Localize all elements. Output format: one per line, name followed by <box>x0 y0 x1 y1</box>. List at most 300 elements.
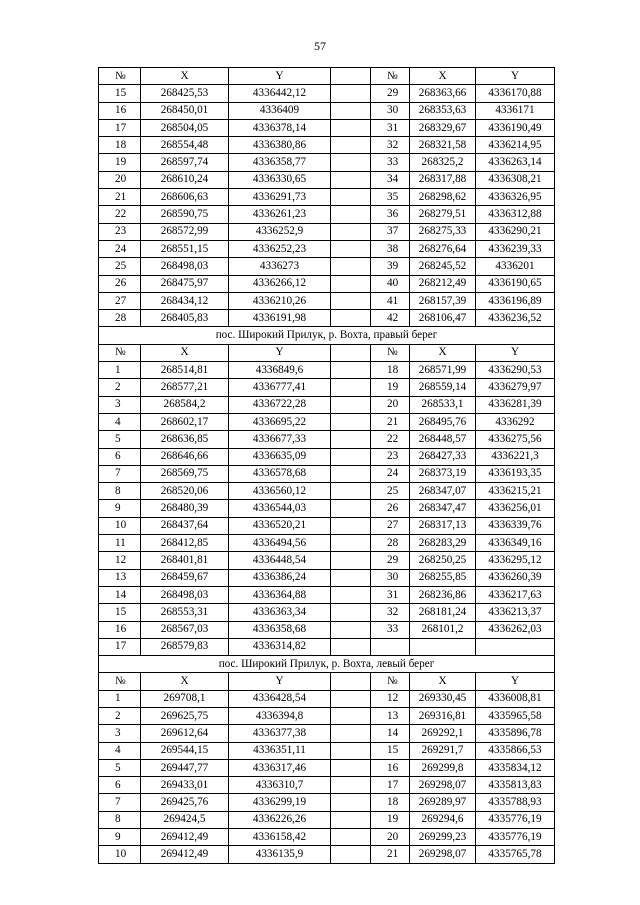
table-row <box>99 483 555 500</box>
table-row <box>99 362 555 379</box>
x-coordinate-cell: 269708,1 <box>141 690 229 707</box>
x-coordinate-cell: 268559,14 <box>410 379 476 396</box>
x-coordinate-cell: 268317,88 <box>410 171 476 188</box>
column-gap <box>331 535 371 552</box>
point-number-cell: 4 <box>99 742 141 759</box>
y-coordinate-cell: 4335788,93 <box>476 794 555 811</box>
table-row <box>99 189 555 206</box>
table-row <box>99 846 555 863</box>
y-coordinate-cell: Y <box>229 673 331 690</box>
column-gap <box>331 777 371 794</box>
point-number-cell: 19 <box>371 379 410 396</box>
y-coordinate-cell: 4336252,23 <box>229 240 331 257</box>
y-coordinate-cell: 4336292 <box>476 413 555 430</box>
section-title: пос. Широкий Прилук, р. Вохта, правый берег <box>99 327 555 344</box>
x-coordinate-cell: 268590,75 <box>141 206 229 223</box>
x-coordinate-cell: 268427,33 <box>410 448 476 465</box>
y-coordinate-cell: 4336386,24 <box>229 569 331 586</box>
column-gap <box>331 85 371 102</box>
point-number-cell: 13 <box>99 569 141 586</box>
x-coordinate-cell: 268584,2 <box>141 396 229 413</box>
x-coordinate-cell: 268533,1 <box>410 396 476 413</box>
point-number-cell: 10 <box>99 846 141 863</box>
x-coordinate-cell: 268181,24 <box>410 604 476 621</box>
point-number-cell: 3 <box>99 725 141 742</box>
y-coordinate-cell: 4336330,65 <box>229 171 331 188</box>
point-number-cell: № <box>99 673 141 690</box>
x-coordinate-cell: 268317,13 <box>410 517 476 534</box>
point-number-cell: 32 <box>371 137 410 154</box>
point-number-cell: 16 <box>99 102 141 119</box>
x-coordinate-cell: 268597,74 <box>141 154 229 171</box>
point-number-cell: 14 <box>99 586 141 603</box>
column-gap <box>331 137 371 154</box>
point-number-cell: 5 <box>99 431 141 448</box>
y-coordinate-cell: 4336849,6 <box>229 362 331 379</box>
point-number-cell: 28 <box>371 535 410 552</box>
point-number-cell: 34 <box>371 171 410 188</box>
point-number-cell: 33 <box>371 154 410 171</box>
x-coordinate-cell: 268498,03 <box>141 586 229 603</box>
column-gap <box>331 310 371 327</box>
x-coordinate-cell: 268405,83 <box>141 310 229 327</box>
y-coordinate-cell: 4335813,83 <box>476 777 555 794</box>
point-number-cell: 26 <box>99 275 141 292</box>
table-row <box>99 604 555 621</box>
column-gap <box>331 223 371 240</box>
y-coordinate-cell: 4336281,39 <box>476 396 555 413</box>
point-number-cell: № <box>99 344 141 361</box>
column-gap <box>331 396 371 413</box>
table-row <box>99 517 555 534</box>
table-row <box>99 794 555 811</box>
point-number-cell: 21 <box>371 413 410 430</box>
column-gap <box>331 413 371 430</box>
x-coordinate-cell: X <box>141 344 229 361</box>
x-coordinate-cell: 268520,06 <box>141 483 229 500</box>
y-coordinate-cell: Y <box>476 344 555 361</box>
x-coordinate-cell: 268480,39 <box>141 500 229 517</box>
table-row <box>99 154 555 171</box>
point-number-cell: № <box>371 68 410 85</box>
y-coordinate-cell: 4336263,14 <box>476 154 555 171</box>
point-number-cell: 31 <box>371 119 410 136</box>
point-number-cell: 14 <box>371 725 410 742</box>
y-coordinate-cell: Y <box>229 68 331 85</box>
point-number-cell: 30 <box>371 102 410 119</box>
y-coordinate-cell: 4336494,56 <box>229 535 331 552</box>
y-coordinate-cell: 4336312,88 <box>476 206 555 223</box>
y-coordinate-cell: 4336409 <box>229 102 331 119</box>
point-number-cell: 7 <box>99 794 141 811</box>
x-coordinate-cell: 268245,52 <box>410 258 476 275</box>
column-gap <box>331 102 371 119</box>
x-coordinate-cell: X <box>141 68 229 85</box>
x-coordinate-cell: 269291,7 <box>410 742 476 759</box>
point-number-cell <box>371 638 410 655</box>
x-coordinate-cell: 268363,66 <box>410 85 476 102</box>
column-gap <box>331 517 371 534</box>
column-gap <box>331 119 371 136</box>
point-number-cell: 19 <box>99 154 141 171</box>
column-gap <box>331 258 371 275</box>
point-number-cell: 4 <box>99 413 141 430</box>
y-coordinate-cell: 4336326,95 <box>476 189 555 206</box>
x-coordinate-cell: 269424,5 <box>141 811 229 828</box>
point-number-cell: 2 <box>99 707 141 724</box>
point-number-cell: 29 <box>371 85 410 102</box>
x-coordinate-cell: 268412,85 <box>141 535 229 552</box>
x-coordinate-cell: 269292,1 <box>410 725 476 742</box>
y-coordinate-cell: 4336210,26 <box>229 292 331 309</box>
point-number-cell: 38 <box>371 240 410 257</box>
point-number-cell: 17 <box>99 119 141 136</box>
x-coordinate-cell: 269330,45 <box>410 690 476 707</box>
y-coordinate-cell: 4336262,03 <box>476 621 555 638</box>
table-row <box>99 119 555 136</box>
y-coordinate-cell: 4335776,19 <box>476 811 555 828</box>
table-row <box>99 292 555 309</box>
point-number-cell: 1 <box>99 362 141 379</box>
x-coordinate-cell: 268495,76 <box>410 413 476 430</box>
x-coordinate-cell: 268106,47 <box>410 310 476 327</box>
x-coordinate-cell: 268255,85 <box>410 569 476 586</box>
x-coordinate-cell: 268504,05 <box>141 119 229 136</box>
x-coordinate-cell: 268572,99 <box>141 223 229 240</box>
y-coordinate-cell: 4336201 <box>476 258 555 275</box>
x-coordinate-cell: 268321,58 <box>410 137 476 154</box>
x-coordinate-cell: 268450,01 <box>141 102 229 119</box>
point-number-cell: 22 <box>371 431 410 448</box>
point-number-cell: 20 <box>99 171 141 188</box>
table-row <box>99 85 555 102</box>
y-coordinate-cell: 4336190,49 <box>476 119 555 136</box>
y-coordinate-cell: 4336291,73 <box>229 189 331 206</box>
y-coordinate-cell: 4335896,78 <box>476 725 555 742</box>
x-coordinate-cell: 269299,8 <box>410 759 476 776</box>
y-coordinate-cell: 4336722,28 <box>229 396 331 413</box>
point-number-cell: 41 <box>371 292 410 309</box>
column-gap <box>331 500 371 517</box>
y-coordinate-cell: 4336170,88 <box>476 85 555 102</box>
y-coordinate-cell: 4336448,54 <box>229 552 331 569</box>
table-row <box>99 275 555 292</box>
point-number-cell: 6 <box>99 777 141 794</box>
column-gap <box>331 431 371 448</box>
column-gap <box>331 379 371 396</box>
y-coordinate-cell: 4336358,77 <box>229 154 331 171</box>
table-row <box>99 586 555 603</box>
y-coordinate-cell: 4336256,01 <box>476 500 555 517</box>
point-number-cell: 18 <box>371 794 410 811</box>
y-coordinate-cell: Y <box>229 344 331 361</box>
y-coordinate-cell: 4335965,58 <box>476 707 555 724</box>
y-coordinate-cell: 4336380,86 <box>229 137 331 154</box>
y-coordinate-cell: 4336171 <box>476 102 555 119</box>
y-coordinate-cell: 4335866,53 <box>476 742 555 759</box>
point-number-cell: 3 <box>99 396 141 413</box>
x-coordinate-cell: 268606,63 <box>141 189 229 206</box>
table-header-row <box>99 68 555 85</box>
x-coordinate-cell: 268498,03 <box>141 258 229 275</box>
y-coordinate-cell: 4336221,3 <box>476 448 555 465</box>
column-gap <box>331 483 371 500</box>
y-coordinate-cell: 4336635,09 <box>229 448 331 465</box>
table-row <box>99 690 555 707</box>
column-gap <box>331 621 371 638</box>
x-coordinate-cell: 268212,49 <box>410 275 476 292</box>
y-coordinate-cell: 4336314,82 <box>229 638 331 655</box>
column-gap <box>331 154 371 171</box>
point-number-cell: 26 <box>371 500 410 517</box>
y-coordinate-cell: 4336008,81 <box>476 690 555 707</box>
point-number-cell: 13 <box>371 707 410 724</box>
x-coordinate-cell: 269316,81 <box>410 707 476 724</box>
point-number-cell: 16 <box>371 759 410 776</box>
point-number-cell: 18 <box>99 137 141 154</box>
table-row <box>99 569 555 586</box>
column-gap <box>331 829 371 846</box>
column-gap <box>331 742 371 759</box>
table-row <box>99 552 555 569</box>
y-coordinate-cell: 4336215,21 <box>476 483 555 500</box>
x-coordinate-cell: 269289,97 <box>410 794 476 811</box>
x-coordinate-cell: 268157,39 <box>410 292 476 309</box>
x-coordinate-cell: 268329,67 <box>410 119 476 136</box>
y-coordinate-cell: 4336214,95 <box>476 137 555 154</box>
column-gap <box>331 362 371 379</box>
point-number-cell: 15 <box>99 604 141 621</box>
y-coordinate-cell: 4336275,56 <box>476 431 555 448</box>
column-gap <box>331 448 371 465</box>
point-number-cell: № <box>371 344 410 361</box>
table-row <box>99 725 555 742</box>
column-gap <box>331 569 371 586</box>
x-coordinate-cell: 268298,62 <box>410 189 476 206</box>
y-coordinate-cell: 4336363,34 <box>229 604 331 621</box>
y-coordinate-cell: 4336260,39 <box>476 569 555 586</box>
x-coordinate-cell: 269447,77 <box>141 759 229 776</box>
table-header-row <box>99 344 555 361</box>
table-row <box>99 310 555 327</box>
column-gap <box>331 189 371 206</box>
x-coordinate-cell: 268610,24 <box>141 171 229 188</box>
x-coordinate-cell: 269294,6 <box>410 811 476 828</box>
table-row <box>99 258 555 275</box>
y-coordinate-cell: 4336364,88 <box>229 586 331 603</box>
point-number-cell: 19 <box>371 811 410 828</box>
point-number-cell: 24 <box>371 465 410 482</box>
y-coordinate-cell: 4336520,21 <box>229 517 331 534</box>
y-coordinate-cell: 4336695,22 <box>229 413 331 430</box>
x-coordinate-cell: X <box>141 673 229 690</box>
point-number-cell: 12 <box>371 690 410 707</box>
x-coordinate-cell: X <box>410 344 476 361</box>
point-number-cell: 35 <box>371 189 410 206</box>
x-coordinate-cell: 269299,23 <box>410 829 476 846</box>
x-coordinate-cell <box>410 638 476 655</box>
page-number: 57 <box>314 39 326 53</box>
point-number-cell: 30 <box>371 569 410 586</box>
x-coordinate-cell: 269544,15 <box>141 742 229 759</box>
y-coordinate-cell: 4336378,14 <box>229 119 331 136</box>
column-gap <box>331 586 371 603</box>
x-coordinate-cell: 269433,01 <box>141 777 229 794</box>
y-coordinate-cell: 4336191,98 <box>229 310 331 327</box>
table-row <box>99 811 555 828</box>
point-number-cell: 2 <box>99 379 141 396</box>
point-number-cell: 42 <box>371 310 410 327</box>
column-gap <box>331 846 371 863</box>
point-number-cell: 6 <box>99 448 141 465</box>
table-row <box>99 777 555 794</box>
x-coordinate-cell: 269298,07 <box>410 846 476 863</box>
column-gap <box>331 690 371 707</box>
y-coordinate-cell: 4336135,9 <box>229 846 331 863</box>
point-number-cell: 20 <box>371 829 410 846</box>
y-coordinate-cell: 4336193,35 <box>476 465 555 482</box>
y-coordinate-cell: 4336266,12 <box>229 275 331 292</box>
column-gap <box>331 725 371 742</box>
x-coordinate-cell: 268602,17 <box>141 413 229 430</box>
point-number-cell: 7 <box>99 465 141 482</box>
point-number-cell: 31 <box>371 586 410 603</box>
table-row <box>99 413 555 430</box>
point-number-cell: 5 <box>99 759 141 776</box>
column-gap <box>331 759 371 776</box>
point-number-cell: 1 <box>99 690 141 707</box>
x-coordinate-cell: 268579,83 <box>141 638 229 655</box>
x-coordinate-cell: 268636,85 <box>141 431 229 448</box>
x-coordinate-cell: X <box>410 673 476 690</box>
point-number-cell: 11 <box>99 535 141 552</box>
y-coordinate-cell: 4336226,26 <box>229 811 331 828</box>
table-row <box>99 102 555 119</box>
y-coordinate-cell: Y <box>476 673 555 690</box>
x-coordinate-cell: 268475,97 <box>141 275 229 292</box>
x-coordinate-cell: 268554,48 <box>141 137 229 154</box>
y-coordinate-cell: 4336351,11 <box>229 742 331 759</box>
column-gap <box>331 68 371 85</box>
point-number-cell: 32 <box>371 604 410 621</box>
point-number-cell: № <box>99 68 141 85</box>
point-number-cell: 36 <box>371 206 410 223</box>
table-row <box>99 535 555 552</box>
section-title-row <box>99 327 555 344</box>
point-number-cell: 22 <box>99 206 141 223</box>
x-coordinate-cell: 268353,63 <box>410 102 476 119</box>
x-coordinate-cell: 268276,64 <box>410 240 476 257</box>
point-number-cell: 17 <box>99 638 141 655</box>
table-row <box>99 638 555 655</box>
x-coordinate-cell: 269412,49 <box>141 829 229 846</box>
table-row <box>99 431 555 448</box>
table-row <box>99 396 555 413</box>
point-number-cell: 23 <box>99 223 141 240</box>
y-coordinate-cell: 4336261,23 <box>229 206 331 223</box>
y-coordinate-cell: 4336217,63 <box>476 586 555 603</box>
point-number-cell: 8 <box>99 483 141 500</box>
y-coordinate-cell: 4336308,21 <box>476 171 555 188</box>
x-coordinate-cell: 268236,86 <box>410 586 476 603</box>
column-gap <box>331 707 371 724</box>
x-coordinate-cell: X <box>410 68 476 85</box>
y-coordinate-cell: 4336544,03 <box>229 500 331 517</box>
y-coordinate-cell: 4336349,16 <box>476 535 555 552</box>
column-gap <box>331 240 371 257</box>
point-number-cell: 21 <box>99 189 141 206</box>
point-number-cell: 37 <box>371 223 410 240</box>
y-coordinate-cell: 4336358,68 <box>229 621 331 638</box>
y-coordinate-cell: 4336777,41 <box>229 379 331 396</box>
point-number-cell: 17 <box>371 777 410 794</box>
table-row <box>99 465 555 482</box>
y-coordinate-cell: 4335834,12 <box>476 759 555 776</box>
point-number-cell: 24 <box>99 240 141 257</box>
x-coordinate-cell: 269425,76 <box>141 794 229 811</box>
table-row <box>99 448 555 465</box>
y-coordinate-cell: 4336158,42 <box>229 829 331 846</box>
section-title: пос. Широкий Прилук, р. Вохта, левый берег <box>99 656 555 673</box>
y-coordinate-cell: 4336290,21 <box>476 223 555 240</box>
y-coordinate-cell: 4336252,9 <box>229 223 331 240</box>
point-number-cell: 29 <box>371 552 410 569</box>
point-number-cell: 12 <box>99 552 141 569</box>
point-number-cell: 27 <box>99 292 141 309</box>
y-coordinate-cell: 4336273 <box>229 258 331 275</box>
point-number-cell: 27 <box>371 517 410 534</box>
x-coordinate-cell: 268514,81 <box>141 362 229 379</box>
point-number-cell: 33 <box>371 621 410 638</box>
x-coordinate-cell: 268401,81 <box>141 552 229 569</box>
table-row <box>99 829 555 846</box>
column-gap <box>331 811 371 828</box>
y-coordinate-cell: 4336339,76 <box>476 517 555 534</box>
y-coordinate-cell: 4336578,68 <box>229 465 331 482</box>
table-row <box>99 500 555 517</box>
x-coordinate-cell: 268279,51 <box>410 206 476 223</box>
column-gap <box>331 552 371 569</box>
x-coordinate-cell: 268425,53 <box>141 85 229 102</box>
point-number-cell: 28 <box>99 310 141 327</box>
y-coordinate-cell: 4336190,65 <box>476 275 555 292</box>
y-coordinate-cell: 4335765,78 <box>476 846 555 863</box>
table-row <box>99 621 555 638</box>
x-coordinate-cell: 268567,03 <box>141 621 229 638</box>
column-gap <box>331 206 371 223</box>
y-coordinate-cell: 4336560,12 <box>229 483 331 500</box>
x-coordinate-cell: 268577,21 <box>141 379 229 396</box>
point-number-cell: 16 <box>99 621 141 638</box>
point-number-cell: 15 <box>99 85 141 102</box>
x-coordinate-cell: 268275,33 <box>410 223 476 240</box>
y-coordinate-cell: 4336295,12 <box>476 552 555 569</box>
column-gap <box>331 794 371 811</box>
point-number-cell: 40 <box>371 275 410 292</box>
point-number-cell: 23 <box>371 448 410 465</box>
column-gap <box>331 638 371 655</box>
y-coordinate-cell: 4335776,19 <box>476 829 555 846</box>
x-coordinate-cell: 268283,29 <box>410 535 476 552</box>
y-coordinate-cell: 4336377,38 <box>229 725 331 742</box>
x-coordinate-cell: 269298,07 <box>410 777 476 794</box>
point-number-cell: 18 <box>371 362 410 379</box>
y-coordinate-cell: 4336310,7 <box>229 777 331 794</box>
table-row <box>99 206 555 223</box>
x-coordinate-cell: 268551,15 <box>141 240 229 257</box>
point-number-cell: 15 <box>371 742 410 759</box>
point-number-cell: 25 <box>99 258 141 275</box>
